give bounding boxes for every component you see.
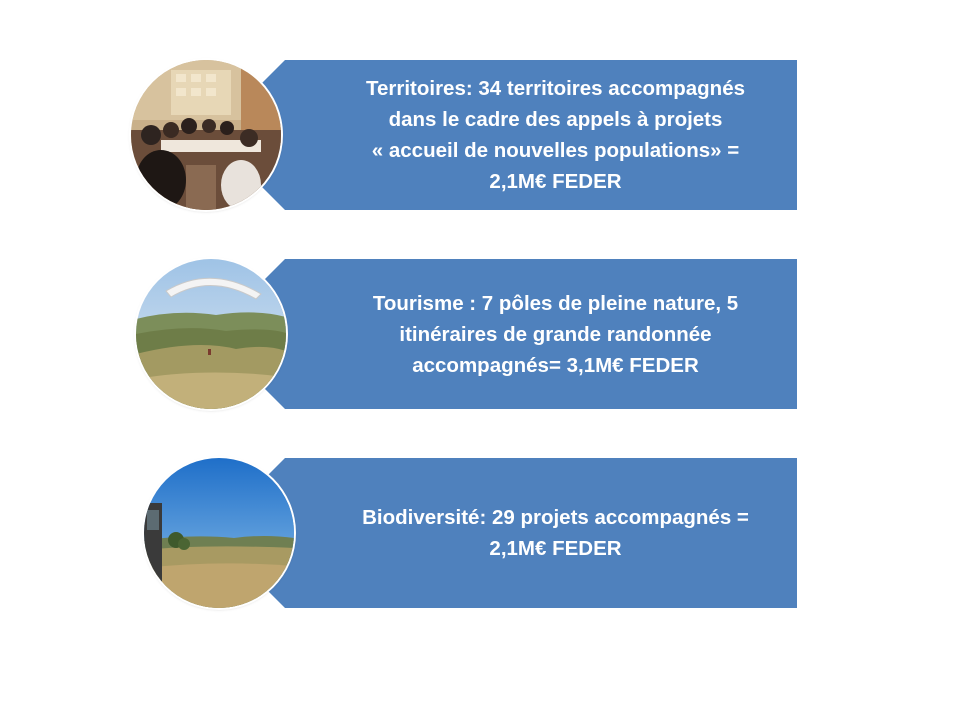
info-banner [210,60,797,210]
info-banner [210,259,797,409]
banner-text: Tourisme : 7 pôles de pleine nature, 5 itinéraires de grande randonnée accompagnés= 3,1M€ FEDER [372,291,739,377]
banner-text: Biodiversité: 29 projets accompagnés = 2,1M€ FEDER [362,506,749,560]
info-row-tourisme [0,259,960,419]
info-row-territoires [0,60,960,220]
banner-text: Territoires: 34 territoires accompagnés dans le cadre des appels à projets « accueil de nouvelles populations» = 2,1M€ FEDER [365,77,746,193]
paraglider-landscape-photo [136,259,286,409]
info-banner [210,458,797,608]
meeting-room-photo [131,60,281,210]
grassland-plateau-photo [144,458,294,608]
info-row-biodiversite [0,458,960,618]
